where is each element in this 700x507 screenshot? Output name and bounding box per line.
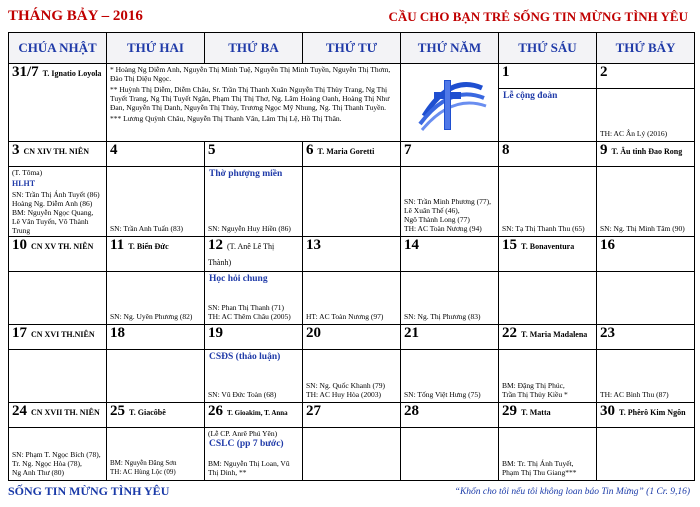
day-number: 16 [600,237,615,253]
members-text: BM: Tr. Thị Ánh Tuyết, Phạm Thị Thu Giang*** [502,459,577,477]
prayer-intention: CẦU CHO BẠN TRẺ SỐNG TIN MỪNG TÌNH YÊU [388,9,688,24]
day-22-cell [499,325,597,350]
birthday-text: SN: Ng. Thị Phương (83) [404,312,481,321]
week-1-upper [9,64,695,89]
day-6-cell [303,142,401,167]
week-4-lower [9,350,695,403]
day-23-cell [597,325,695,350]
day-29-cell [499,403,597,428]
day-4-detail [107,167,205,237]
feast-label: T. Matta [521,408,551,417]
birthday-text: SN: Ng. Thị Minh Tâm (90) [600,224,685,233]
day-2-cell [597,64,695,89]
day-7-detail [401,167,499,237]
weekday-tue: THỨ BA [205,33,303,64]
feast-label: CN XIV TH. NIÊN [23,147,89,156]
month-title: THÁNG BẢY – 2016 [8,8,143,24]
day-number: 3 [12,142,20,158]
day-7-cell [401,142,499,167]
day-29-detail [499,428,597,481]
weekday-mon: THỨ HAI [107,33,205,64]
day-20-cell [303,325,401,350]
day-number: 1 [502,64,510,80]
day-number: 28 [404,403,419,419]
day-23-detail [597,350,695,403]
day-1-cell [499,64,597,89]
birthday-text: SN: Phạm T. Ngọc Bích (78), Tr. Ng. Ngọc Hòa (78), Ng Anh Thư (80) [12,450,101,477]
day-3-cell [9,142,107,167]
day-1-detail [499,89,597,142]
feast-label: CN XV TH. NIÊN [31,242,94,251]
week-3-lower [9,272,695,325]
day-8-cell [499,142,597,167]
day-18-cell [107,325,205,350]
day-12-cell [205,237,303,272]
week-5-upper [9,403,695,428]
day-19-cell [205,325,303,350]
day-number: 30 [600,403,615,419]
calendar-grid [8,32,695,481]
birthday-text: SN: Ng. Uyên Phương (82) [110,312,193,321]
event-label: CSLC (pp 7 bước) [209,439,284,449]
day-number: 13 [306,237,321,253]
week-2-upper [9,142,695,167]
day-9-cell [597,142,695,167]
day-number: 20 [306,325,321,341]
day-number: 19 [208,325,223,341]
day-22-detail [499,350,597,403]
day-number: 14 [404,237,419,253]
day-24-detail [9,428,107,481]
day-number: 24 [12,403,27,419]
birthday-text: SN: Nguyễn Huy Hiền (86) [208,224,291,233]
day-17-detail [9,350,107,403]
event-label: HLHT [12,179,36,188]
day-11-detail [107,272,205,325]
notes-cell [107,64,401,142]
day-number: 27 [306,403,321,419]
day-21-detail [401,350,499,403]
birthday-text: SN: Tống Việt Hưng (75) [404,390,481,399]
day-12-detail [205,272,303,325]
weekday-thu: THỨ NĂM [401,33,499,64]
day-number: 18 [110,325,125,341]
birthday-text: SN: Tạ Thị Thanh Thu (65) [502,224,585,233]
members-text: SN: Trần Thị Ánh Tuyết (86) Hoàng Ng. Diễm Anh (86) BM: Nguyễn Ngọc Quang, Lê Văn Tuyến, Võ Thành Trung [12,190,100,235]
day-27-cell [303,403,401,428]
day-number: 23 [600,325,615,341]
event-label: Lễ cộng đoàn [503,91,558,101]
day-19-detail [205,350,303,403]
day-25-cell [107,403,205,428]
weekday-header-row [9,33,695,64]
note-3: *** Lương Quỳnh Châu, Nguyễn Thị Thanh Vân, Lâm Thị Lệ, Hồ Thị Thân. [110,114,342,123]
day-number: 8 [502,142,510,158]
anniversary-text: HT: AC Toàn Nương (97) [306,312,384,321]
day-number: 6 [306,142,314,158]
cross-dove-logo-icon [410,72,490,134]
day-13-detail [303,272,401,325]
day-30-detail [597,428,695,481]
day-25-detail [107,428,205,481]
day-31-cell [9,64,107,142]
day-28-cell [401,403,499,428]
day-17-cell [9,325,107,350]
day-10-cell [9,237,107,272]
event-label: CSĐS (thảo luận) [209,352,281,362]
event-label: Học hỏi chung [209,274,268,284]
feast-label: T. Ignatio Loyola [42,69,102,78]
feast-label: T. Maria Goretti [317,147,375,156]
day-11-cell [107,237,205,272]
logo-cell [401,64,499,142]
day-number: 25 [110,403,125,419]
day-27-detail [303,428,401,481]
feast-label: (T. Anê Lê Thị Thành) [208,242,275,267]
birthday-text: SN: Vũ Đức Toàn (68) [208,390,277,399]
day-8-detail [499,167,597,237]
feast-label: T. Âu tinh Đao Rong [611,147,683,156]
members-text: BM: Đặng Thị Phúc, Trần Thị Thủy Kiều * [502,381,568,399]
day-4-cell [107,142,205,167]
birthday-text: SN: Phan Thị Thanh (71) TH: AC Thêm Châu (2005) [208,303,291,321]
day-number: 9 [600,142,608,158]
feast-label: T. Biển Đức [128,242,169,251]
day-14-detail [401,272,499,325]
day-3-detail [9,167,107,237]
day-24-cell [9,403,107,428]
day-16-cell [597,237,695,272]
members-text: BM: Nguyễn Thị Loan, Vũ Thị Dinh, ** [208,459,290,477]
week-2-lower [9,167,695,237]
day-number: 11 [110,237,125,253]
day-number: 12 [208,237,223,253]
feast-label: T. Giacôbê [129,408,166,417]
birthday-text: SN: Trần Anh Tuấn (83) [110,224,183,233]
weekday-wed: THỨ TƯ [303,33,401,64]
day-number: 22 [502,325,517,341]
note-1: * Hoàng Ng Diễm Anh, Nguyễn Thị Minh Tuệ, Nguyễn Thị Minh Tuyền, Nguyễn Thị Thơm, Đào Thị Diệu Ngọc. [110,65,391,83]
day-30-cell [597,403,695,428]
day-28-detail [401,428,499,481]
note-2: ** Huỳnh Thị Diễm, Diễm Châu, Sr. Trần Thị Thanh Xuân Nguyễn Thị Thùy Trang, Ng Thị Tuyết Trang, Ng Thị Tuyết Ngân, Phạm Thị Thị Thơ, Ng. Lâm Hoàng Oanh, Hoàng Thị Như Đan, Nguyễn Thị Danh, Nguyễn Thị Thủy, Trương Ngọc Mỹ Nhung, Ng. Thị Thanh Tuyền. [110,85,390,112]
day-number: 15 [502,237,517,253]
members-text: BM: Nguyễn Đăng Sơn TH: AC Hùng Lộc (09) [110,459,177,476]
birthday-text: SN: Trần Minh Phương (77), Lê Xuân Thế (46), Ngô Thành Long (77) TH: AC Toàn Nương (94) [404,197,492,233]
day-15-cell [499,237,597,272]
weekday-fri: THỨ SÁU [499,33,597,64]
day-number: 7 [404,142,412,158]
day-number: 4 [110,142,118,158]
day-14-cell [401,237,499,272]
day-26-detail [205,428,303,481]
weekday-sat: THỨ BẢY [597,33,695,64]
day-18-detail [107,350,205,403]
day-number: 29 [502,403,517,419]
feast-sub: (T. Tôma) [12,168,43,177]
day-number: 2 [600,64,608,80]
day-10-detail [9,272,107,325]
day-13-cell [303,237,401,272]
anniversary-text: TH: AC Bình Thu (87) [600,390,669,399]
day-number: 26 [208,403,223,419]
week-4-upper [9,325,695,350]
week-3-upper [9,237,695,272]
event-label: Thờ phượng miền [209,169,283,179]
day-16-detail [597,272,695,325]
day-5-cell [205,142,303,167]
feast-label: T. Phêrô Kim Ngôn [619,408,686,417]
day-number: 31/7 [12,64,39,80]
weekday-sun: CHÚA NHẬT [9,33,107,64]
day-number: 21 [404,325,419,341]
feast-label: CN XVI TH.NIÊN [31,330,95,339]
birthday-text: SN: Ng. Quốc Khanh (79) TH: AC Huy Hòa (2003) [306,381,385,399]
feast-label: T. Maria Madalena [521,330,588,339]
day-20-detail [303,350,401,403]
day-15-detail [499,272,597,325]
day-2-detail [597,89,695,142]
feast-label: T. Bonaventura [521,242,575,251]
day-9-detail [597,167,695,237]
anniversary-text: TH: AC Ân Lý (2016) [600,129,668,138]
day-6-detail [303,167,401,237]
day-number: 5 [208,142,216,158]
day-26-cell [205,403,303,428]
footer-motto: SỐNG TIN MỪNG TÌNH YÊU [8,484,170,498]
day-number: 17 [12,325,27,341]
feast-sub: (Lễ CP. Anrê Phú Yên) [208,429,278,438]
footer-quote: “Khốn cho tôi nếu tôi không loan báo Tin Mừng” (1 Cr. 9,16) [454,487,690,497]
day-number: 10 [12,237,27,253]
feast-label: CN XVII TH. NIÊN [31,408,100,417]
day-21-cell [401,325,499,350]
week-5-lower [9,428,695,481]
feast-label: T. Gioakim, T. Anna [227,409,288,417]
day-5-detail [205,167,303,237]
